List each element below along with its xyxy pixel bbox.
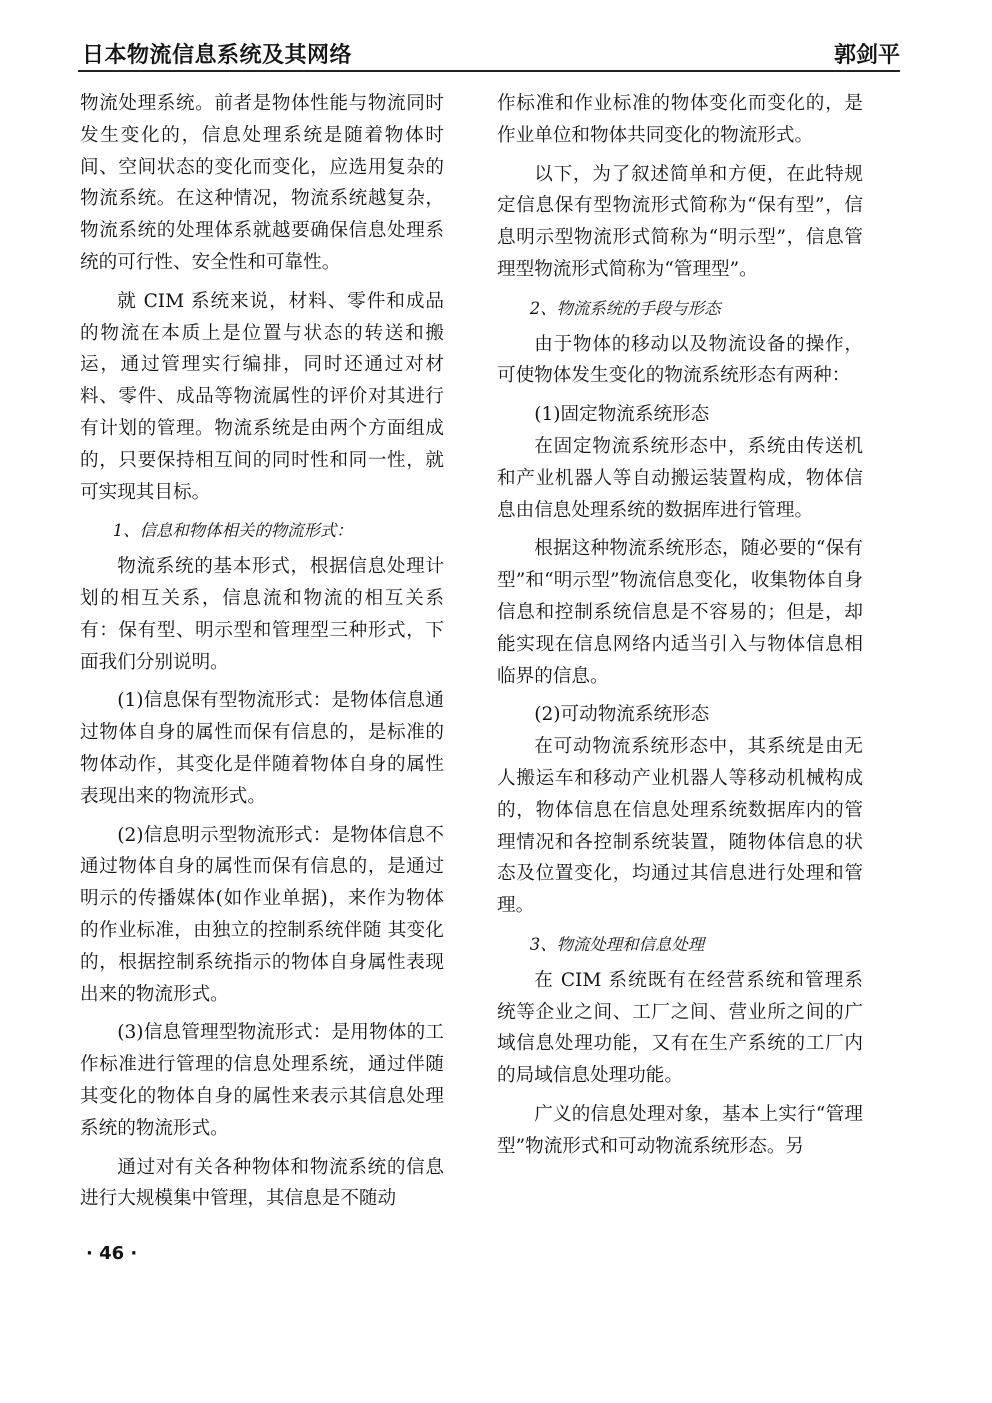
subsection-label: (1)固定物流系统形态 <box>534 404 710 426</box>
paragraph: 物流系统的基本形式，根据信息处理计划的相互关系，信息流和物流的相互关系有：保有型、明示型和管理型三种形式，下面我们分别说明。 <box>80 556 444 673</box>
paragraph: 根据这种物流系统形态，随必要的“保有型”和“明示型”物流信息变化，收集物体自身信息和控制系统信息是不容易的；但是，却能实现在信息网络内适当引入与物体信息相临界的信息。 <box>497 538 863 687</box>
running-author: 郭剑平 <box>833 43 900 68</box>
left-column <box>80 88 444 1222</box>
paragraph: 由于物体的移动以及物流设备的操作，可使物体发生变化的物流系统形态有两种： <box>497 333 863 387</box>
paragraph: 通过对有关各种物体和物流系统的信息进行大规模集中管理，其信息是不随动 <box>80 1156 444 1210</box>
paragraph: 物流处理系统。前者是物体性能与物流同时发生变化的，信息处理系统是随着物体时间、空间状态的变化而变化，应选用复杂的物流系统。在这种情况，物流系统越复杂，物流系统的处理体系就越要确保信息处理系统的可行性、安全性和可靠性。 <box>80 93 444 273</box>
paragraph: 在 CIM 系统既有在经营系统和管理系统等企业之间、工厂之间、营业所之间的广域信息处理功能，又有在生产系统的工厂内的局域信息处理功能。 <box>497 969 863 1087</box>
paragraph: 以下，为了叙述简单和方便，在此特规定信息保有型物流形式简称为“保有型”，信息明示型物流形式简称为“明示型”，信息管理型物流形式简称为“管理型”。 <box>497 163 863 280</box>
page-number: · 46 · <box>86 1243 138 1264</box>
paragraph: 就 CIM 系统来说，材料、零件和成品的物流在本质上是位置与状态的转送和搬运，通过管理实行编排，同时还通过对材料、零件、成品等物流属性的评价对其进行有计划的管理。物流系统是由两个方面组成的，只要保持相互间的同时性和同一性，就可实现其目标。 <box>80 290 444 503</box>
subsection-label: (2)可动物流系统形态 <box>534 704 710 726</box>
running-header <box>78 38 900 74</box>
paragraph: (2)信息明示型物流形式：是物体信息不通过物体自身的属性而保有信息的，是通过明示的传播媒体(如作业单据)，来作为物体的作业标准，由独立的控制系统伴随 其变化的，根据控制系统指示的物体自身属性表现出来的物流形式。 <box>80 824 444 1005</box>
paragraph: 在固定物流系统形态中，系统由传送机和产业机器人等自动搬运装置构成，物体信息由信息处理系统的数据库进行管理。 <box>497 435 863 521</box>
right-column <box>497 88 863 1170</box>
section-heading: 1、信息和物体相关的物流形式： <box>112 521 353 541</box>
paragraph: 广义的信息处理对象，基本上实行“管理型”物流形式和可动物流系统形态。另 <box>497 1103 863 1157</box>
paragraph: 作标准和作业标准的物体变化而变化的，是作业单位和物体共同变化的物流形式。 <box>497 93 863 146</box>
section-heading: 2、物流系统的手段与形态 <box>529 298 721 318</box>
paragraph: 在可动物流系统形态中，其系统是由无人搬运车和移动产业机器人等移动机械构成的，物体信息在信息处理系统数据库内的管理情况和各控制系统装置，随物体信息的状态及位置变化，均通过其信息进行处理和管理。 <box>497 736 863 917</box>
running-title: 日本物流信息系统及其网络 <box>82 43 353 68</box>
header-rule <box>78 70 900 72</box>
section-heading: 3、物流处理和信息处理 <box>529 934 705 954</box>
paragraph: (1)信息保有型物流形式：是物体信息通过物体自身的属性而保有信息的，是标准的物体动作，其变化是伴随着物体自身的属性表现出来的物流形式。 <box>80 690 444 807</box>
paragraph: (3)信息管理型物流形式：是用物体的工作标准进行管理的信息处理系统，通过伴随其变化的物体自身的属性来表示其信息处理系统的物流形式。 <box>80 1022 444 1139</box>
